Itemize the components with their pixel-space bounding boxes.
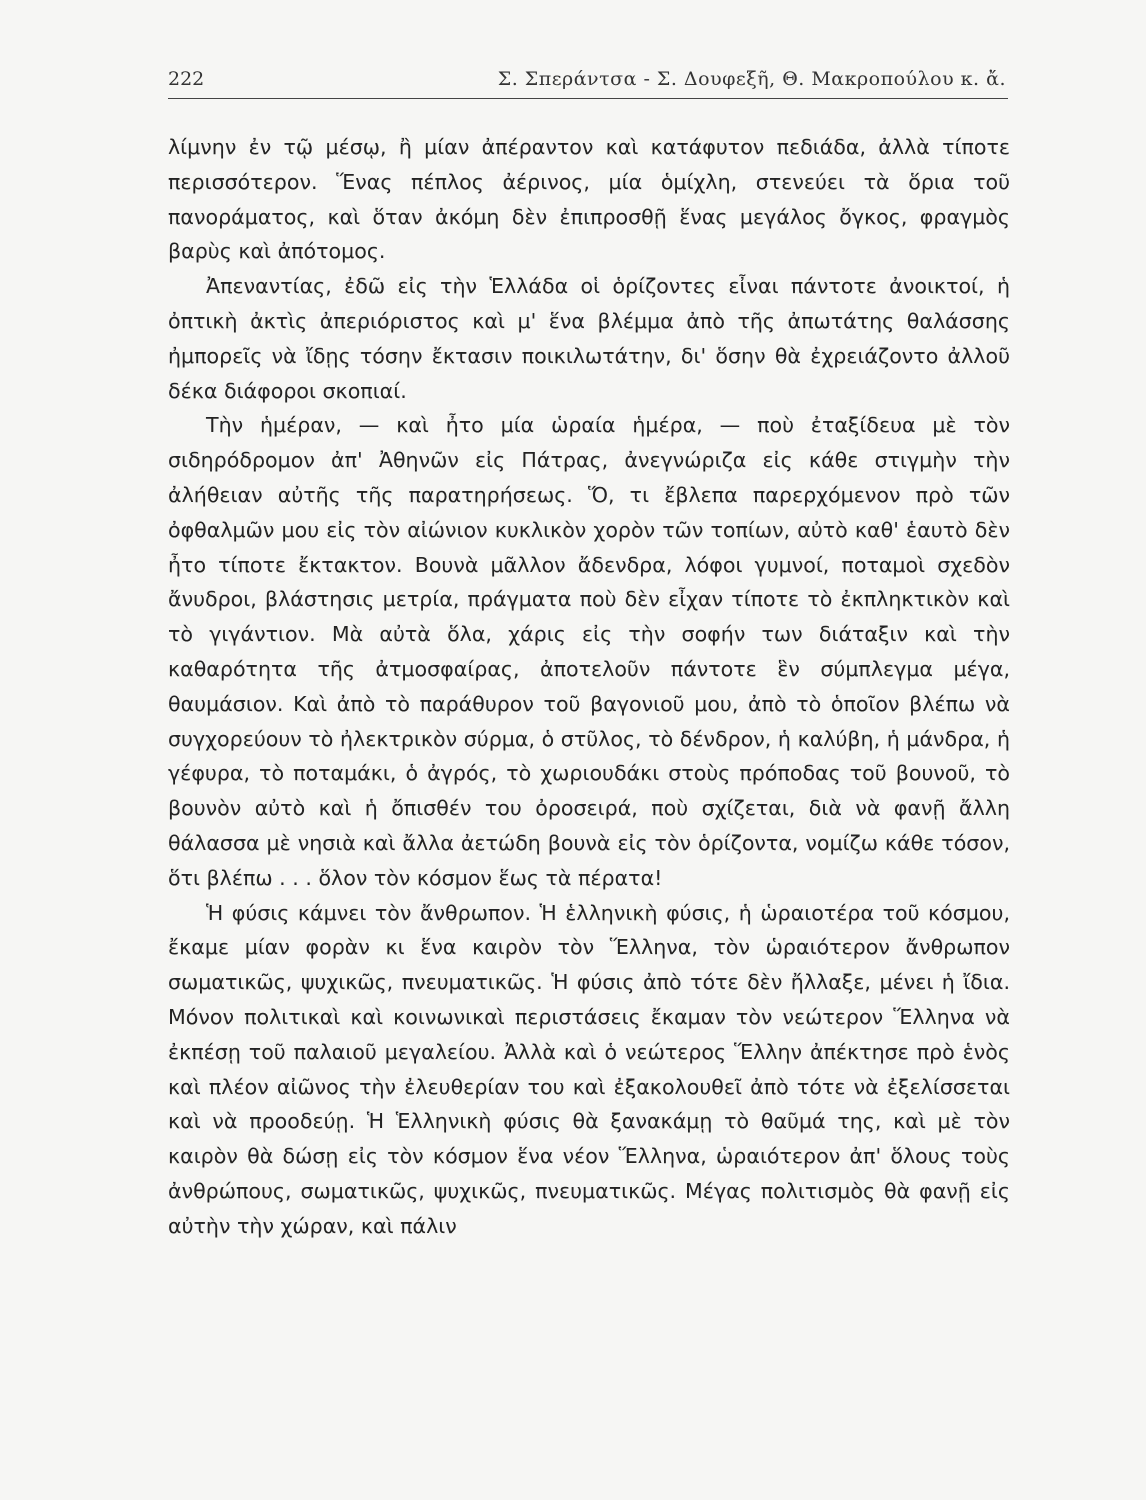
paragraph-continued: λίμνην ἐν τῷ μέσῳ, ἢ μίαν ἀπέραντον καὶ κατάφυτον πεδιάδα, ἀλλὰ τίποτε περισσότερον. Ἕνας πέπλος ἀέρινος, μία ὁμίχλη, στενεύει τὰ ὅρια τοῦ πανοράματος, καὶ ὅταν ἀκόμη δὲν ἐπιπροσθῇ ἕνας μεγάλος ὄγκος, φραγμὸς βαρὺς καὶ ἀπότομος.: [168, 135, 1010, 264]
page-number: 222: [168, 68, 205, 90]
header-rule: [168, 98, 1008, 99]
paragraph: Ἡ φύσις κάμνει τὸν ἄνθρωπον. Ἡ ἑλληνικὴ φύσις, ἡ ὡραιοτέρα τοῦ κόσμου, ἔκαμε μίαν φορὰν κι ἕνα καιρὸν τὸν Ἕλληνα, τὸν ὡραιότερον ἄνθρωπον σωματικῶς, ψυχικῶς, πνευματικῶς. Ἡ φύσις ἀπὸ τότε δὲν ἤλλαξε, μένει ἡ ἴδια. Μόνον πολιτικαὶ καὶ κοινωνικαὶ περιστάσεις ἔκαμαν τὸν νεώτερον Ἕλληνα νὰ ἐκπέσῃ τοῦ παλαιοῦ μεγαλείου. Ἀλλὰ καὶ ὁ νεώτερος Ἕλλην ἀπέκτησε πρὸ ἑνὸς καὶ πλέον αἰῶνος τὴν ἐλευθερίαν του καὶ ἐξακολουθεῖ ἀπὸ τότε νὰ ἐξελίσσεται καὶ νὰ προοδεύῃ. Ἡ Ἑλληνικὴ φύσις θὰ ξανακάμῃ τὸ θαῦμά της, καὶ μὲ τὸν καιρὸν θὰ δώσῃ εἰς τὸν κόσμον ἕνα νέον Ἕλληνα, ὡραιότερον ἀπ' ὅλους τοὺς ἀνθρώπους, σωματικῶς, ψυχικῶς, πνευματικῶς. Μέγας πολιτισμὸς θὰ φανῇ εἰς αὐτὴν τὴν χώραν, καὶ πάλιν: [168, 900, 1010, 1238]
body-text: [168, 130, 1010, 1244]
paragraph: Τὴν ἡμέραν, — καὶ ἦτο μία ὡραία ἡμέρα, — ποὺ ἐταξίδευα μὲ τὸν σιδηρόδρομον ἀπ' Ἀθηνῶν εἰς Πάτρας, ἀνεγνώριζα εἰς κάθε στιγμὴν τὴν ἀλήθειαν αὐτῆς τῆς παρατηρήσεως. Ὅ, τι ἔβλεπα παρερχόμενον πρὸ τῶν ὀφθαλμῶν μου εἰς τὸν αἰώνιον κυκλικὸν χορὸν τῶν τοπίων, αὐτὸ καθ' ἑαυτὸ δὲν ἦτο τίποτε ἔκτακτον. Βουνὰ μᾶλλον ἄδενδρα, λόφοι γυμνοί, ποταμοὶ σχεδὸν ἄνυδροι, βλάστησις μετρία, πράγματα ποὺ δὲν εἶχαν τίποτε τὸ ἐκπληκτικὸν καὶ τὸ γιγάντιον. Μὰ αὐτὰ ὅλα, χάρις εἰς τὴν σοφήν των διάταξιν καὶ τὴν καθαρότητα τῆς ἀτμοσφαίρας, ἀποτελοῦν πάντοτε ἓν σύμπλεγμα μέγα, θαυμάσιον. Καὶ ἀπὸ τὸ παράθυρον τοῦ βαγονιοῦ μου, ἀπὸ τὸ ὁποῖον βλέπω νὰ συγχορεύουν τὸ ἠλεκτρικὸν σύρμα, ὁ στῦλος, τὸ δένδρον, ἡ καλύβη, ἡ μάνδρα, ἡ γέφυρα, τὸ ποταμάκι, ὁ ἀγρός, τὸ χωριουδάκι στοὺς πρόποδας τοῦ βουνοῦ, τὸ βουνὸν αὐτὸ καὶ ἡ ὄπισθέν του ὀροσειρά, ποὺ σχίζεται, διὰ νὰ φανῇ ἄλλη θάλασσα μὲ νησιὰ καὶ ἄλλα ἀετώδη βουνὰ εἰς τὸν ὁρίζοντα, νομίζω κάθε τόσον, ὅτι βλέπω . . . ὅλον τὸν κόσμον ἕως τὰ πέρατα!: [168, 413, 1010, 890]
paragraph: Ἀπεναντίας, ἐδῶ εἰς τὴν Ἑλλάδα οἱ ὁρίζοντες εἶναι πάντοτε ἀνοικτοί, ἡ ὀπτικὴ ἀκτὶς ἀπεριόριστος καὶ μ' ἕνα βλέμμα ἀπὸ τῆς ἀπωτάτης θαλάσσης ἠμπορεῖς νὰ ἴδῃς τόσην ἔκτασιν ποικιλωτάτην, δι' ὅσην θὰ ἐχρειάζοντο ἀλλοῦ δέκα διάφοροι σκοπιαί.: [168, 274, 1010, 403]
running-head: [168, 62, 1010, 96]
running-title: Σ. Σπεράντσα - Σ. Δουφεξῆ, Θ. Μακροπούλου κ. ἄ.: [497, 68, 1006, 90]
